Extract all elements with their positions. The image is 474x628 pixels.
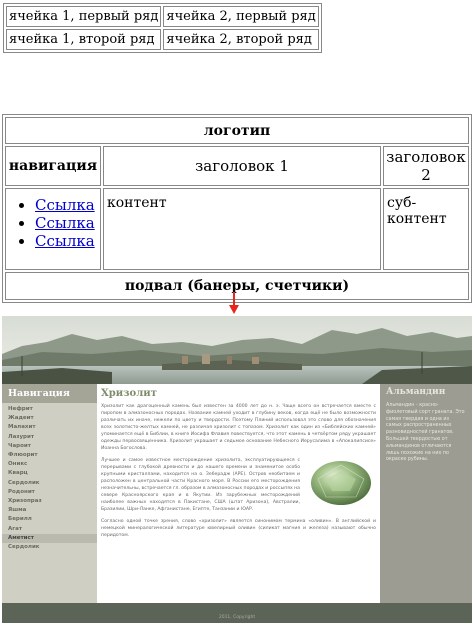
site-main-content — [97, 384, 380, 603]
nav-link[interactable]: Ссылка — [35, 232, 95, 250]
site-sidebar — [2, 384, 97, 603]
table-cell: ячейка 2, первый ряд — [163, 6, 318, 27]
footer-cell: подвал (банеры, счетчики) — [5, 272, 469, 300]
nav-cell — [5, 188, 101, 270]
body-row — [5, 188, 469, 270]
table-cell: ячейка 1, второй ряд — [6, 29, 161, 50]
site-right-sidebar — [380, 384, 472, 603]
site-nav-item[interactable]: Родонит — [8, 488, 35, 495]
nav-link-list — [7, 196, 99, 250]
site-nav-item[interactable]: Флюорит — [8, 452, 38, 459]
site-nav-item[interactable]: Яшма — [8, 507, 27, 514]
side-header-text: заголовок 2 — [386, 148, 466, 184]
list-item — [35, 214, 99, 232]
site-nav-item[interactable]: Сердолик — [8, 544, 40, 551]
side-header-cell — [383, 146, 469, 186]
site-nav-item[interactable]: Оникс — [8, 461, 28, 468]
nav-header-cell: навигация — [5, 146, 101, 186]
arrow-down-icon — [229, 292, 239, 314]
site-nav-item[interactable]: Берилл — [8, 516, 32, 523]
site-main-title: Хризолит — [101, 388, 157, 399]
list-item — [35, 196, 99, 214]
site-paragraph: Согласно одной точке зрения, слово «хризолит» является синонимом термина «оливин». В английской и немецкой минералогической литературе ювелирный оливин (силикат магния и железа) называют обычно перидотом. — [101, 519, 376, 538]
site-footer-text: 2011, Copyright — [218, 615, 256, 620]
site-nav-item[interactable]: Сердолик — [8, 479, 40, 486]
gemstone-image — [306, 457, 376, 509]
site-nav-item[interactable]: Агат — [8, 525, 23, 532]
nav-link[interactable]: Ссылка — [35, 196, 95, 214]
site-nav-item[interactable]: Малахит — [8, 424, 36, 431]
site-nav-title: Навигация — [2, 384, 97, 403]
table-cell: ячейка 2, второй ряд — [163, 29, 318, 50]
table-row — [6, 29, 319, 50]
site-side-title: Альмандин — [386, 387, 446, 397]
site-nav-list — [2, 403, 97, 552]
site-nav-item[interactable]: Нефрит — [8, 406, 33, 412]
table-cell: ячейка 1, первый ряд — [6, 6, 161, 27]
nav-link[interactable]: Ссылка — [35, 214, 95, 232]
layout-table — [2, 114, 472, 303]
logo-row — [5, 117, 469, 144]
site-paragraph: Хризолит как драгоценный камень был известен за 4000 лет до н. э. Чаще всего он встречается вместе с пиропом в алмазоносных породах. Название камней уходит в глубину веков, когда ещё не было возможности различать их иначе, нежели по цвету и твердости. Поэтому Плиний использовал это слово для обозначения всех золотисто-желтых камней, не различая хризолит с топазом. Хризолит как один из «Библейских камней» упоминается ещё в Библии, в книге Иосифа Флавия повествуется, что этот камень в четвёртом ряду украшает одежды первосвященника. Хризолит украшает и седьмое основание Небесного Иерусалима в «Апокалипсисе» Иоанна Богослова. — [101, 404, 376, 451]
site-side-text: Альмандин - красно-фиолетовый сорт граната. Это самая твердая и одна из самых распространенных разновидностей гранатов. Большей твердостью от альмандинов отличаются лишь похожие на них по окраске рубины. — [386, 403, 465, 463]
site-nav-item[interactable]: Лазурит — [8, 433, 35, 440]
list-item — [35, 232, 99, 250]
content-cell: контент — [103, 188, 381, 270]
sub-content-cell: суб-контент — [383, 188, 469, 270]
site-nav-item[interactable]: Чароит — [8, 442, 31, 449]
site-nav-item-active[interactable]: Аметист — [2, 534, 97, 543]
logo-cell: логотип — [5, 117, 469, 144]
site-paragraph: Лучшее и самое известное месторождение хризолита, эксплуатирующееся с перерывами с глубокой древности и до нашего времени и знаменитое особо крупными кристаллами, находится на о. Зеберадж (АРЕ). Остров необитаем и расположен в центральной части Красного моря. В России его месторождения незначительны, встречается гл. образом в алмазоносных породах и россыпях на севере Красноярского края и в Якутии. Из зарубежных месторождений наиболее важных находятся в Пакистане, США (штат Аризона), Австралии, Бразилии, Шри-Ланке, Афганистане, Египте, Танзании и ЮАР. — [101, 458, 300, 512]
main-header-cell — [103, 146, 381, 186]
website-preview — [2, 316, 472, 623]
main-header-text: заголовок 1 — [195, 157, 289, 175]
landscape-banner-image — [2, 316, 472, 384]
sample-table — [3, 3, 322, 53]
site-nav-item[interactable]: Жадеит — [8, 415, 34, 422]
table-row — [6, 6, 319, 27]
site-nav-item[interactable]: Кварц — [8, 470, 28, 477]
site-nav-item[interactable]: Хризопраз — [8, 498, 42, 505]
site-footer — [2, 603, 472, 623]
header-row — [5, 146, 469, 186]
